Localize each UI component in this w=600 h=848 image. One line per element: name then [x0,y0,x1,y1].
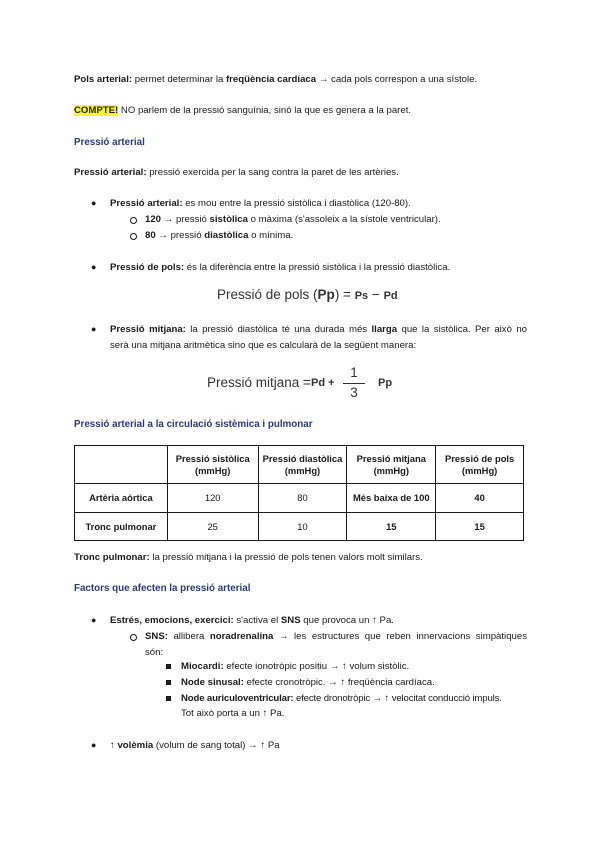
highlight-compte: COMPTE! [74,105,119,116]
term: volèmia [117,740,154,751]
table-row [75,484,524,513]
table-cell: Més baixa de 100 [347,484,436,513]
bullet-disc-icon: ● [91,198,97,208]
sub-sub-item-miocardi [181,660,409,673]
table-header-cell: Pressió de pols (mmHg) [436,446,524,484]
term: Estrés, emocions, exercici: [110,615,234,626]
bullet-circle-icon [130,634,137,641]
text: → pressió [161,214,210,225]
text: → cada pols correspon a una sístole. [316,74,478,85]
formula-mitjana-pd: Pd + [311,377,335,389]
sub-item-sistolica [145,213,441,226]
text: → pressió [155,230,205,241]
list-item-pressio-mitjana-line1 [110,323,527,336]
formula-var: Ps [354,290,369,302]
text: → les estructures que reben innervacions simpàtiques [273,631,527,642]
formula-mitjana-left: Pressió mitjana = [207,375,311,390]
term: Tronc pulmonar: [74,552,150,563]
term: Miocardi: [181,661,224,672]
value: 120 [145,214,162,225]
text: o màxima (s'assoleix a la sístole ventricular). [247,214,441,225]
sub-item-sns-line2: són: [145,647,164,658]
pressure-table [74,445,524,541]
text: la pressió mitjana i la pressió de pols tenen valors molt similars. [149,552,423,563]
text: o mínima. [248,230,294,241]
sub-sub-item-node-av [181,692,502,705]
text: efecte dronotròpic → ↑ velocitat conducció impuls. [293,693,502,704]
text: permet determinar la [132,74,226,85]
heading-pressio-arterial: Pressió arterial [74,137,145,148]
text-bold: sistòlica [209,214,248,225]
bullet-square-icon [166,664,171,669]
table-cell: 15 [347,513,436,541]
table-row [75,513,524,541]
text: que la sistòlica. Per això no [397,324,527,335]
text-bold: llarga [371,324,398,335]
bullet-disc-icon: ● [91,740,97,750]
list-item-pressio-arterial [110,197,411,210]
text: ↑ [110,740,118,751]
formula-mitjana-pp: Pp [378,377,393,389]
formula-text: − [368,287,384,302]
paragraph-pols-arterial [74,73,477,86]
text: és la diferència entre la pressió sistòlica i la pressió diastòlica. [184,262,451,273]
formula-pressio-pols [217,287,398,302]
fraction-denominator: 3 [350,385,358,400]
text-bold: diastòlica [204,230,249,241]
heading-circulacio: Pressió arterial a la circulació sistèmica i pulmonar [74,419,313,430]
bullet-disc-icon: ● [91,615,97,625]
table-cell: 10 [258,513,347,541]
table-header-cell: Pressió sistòlica (mmHg) [167,446,258,484]
value: 80 [145,230,156,241]
sub-item-sns-line1 [145,630,527,643]
bullet-square-icon [166,680,171,685]
bullet-circle-icon [130,217,137,224]
term: Node auriculoventricular: [181,693,294,704]
formula-text: ) = [334,287,355,302]
text: efecte cronotròpic. → ↑ freqüència cardíaca. [243,677,435,688]
term: Node sinusal: [181,677,244,688]
paragraph-definition [74,166,399,179]
table-cell: 120 [167,484,258,513]
text: que provoca un ↑ Pa. [300,615,394,626]
table-corner-cell [75,446,168,484]
text-bold: SNS [280,615,301,626]
text-bold: noradrenalina [209,631,274,642]
bullet-disc-icon: ● [91,324,97,334]
table-row-label: Tronc pulmonar [75,513,168,541]
bullet-disc-icon: ● [91,262,97,272]
table-cell: 15 [436,513,524,541]
heading-factors: Factors que afecten la pressió arterial [74,583,251,594]
term: Pressió de pols: [110,262,185,273]
table-header-cell: Pressió mitjana (mmHg) [347,446,436,484]
term: SNS: [145,631,168,642]
paragraph-compte [74,104,411,117]
term: Pressió mitjana: [110,324,186,335]
text: la pressió diastòlica té una durada més [185,324,372,335]
table-row-label: Artèria aòrtica [75,484,168,513]
sub-sub-item-node-sinusal [181,676,435,689]
text: s'activa el [233,615,281,626]
bullet-square-icon [166,696,171,701]
list-item-pressio-mitjana-line2: serà una mitjana aritmètica sino que es calcularà de la següent manera: [110,340,417,351]
list-item-pressio-pols [110,261,450,274]
list-item-volemia [110,739,280,752]
text: es mou entre la pressió sistòlica i diastòlica (120-80). [182,198,411,209]
text: NO parlem de la pressió sanguínia, sinó la que es genera a la paret. [118,105,412,116]
text-bold: freqüència cardíaca [225,74,317,85]
term-pols-arterial: Pols arterial: [74,74,133,85]
term: Pressió arterial: [110,198,183,209]
sub-item-diastolica [145,229,293,242]
formula-var: Pd [383,290,398,302]
table-cell: 40 [436,484,524,513]
table-cell: 25 [167,513,258,541]
fraction-numerator: 1 [350,365,358,380]
text: pressió exercida per la sang contra la paret de les artèries. [146,167,399,178]
list-item-estres [110,614,394,627]
table-header-row [75,446,524,484]
text: allibera [167,631,210,642]
sub-sub-item-tail: Tot això porta a un ↑ Pa. [181,708,285,719]
table-header-cell: Pressió diastòlica (mmHg) [258,446,347,484]
table-cell: 80 [258,484,347,513]
paragraph-tronc-pulmonar [74,551,423,564]
term: Pressió arterial: [74,167,147,178]
formula-text: Pressió de pols ( [217,287,318,302]
fraction-bar [343,383,365,384]
bullet-circle-icon [130,233,137,240]
formula-var: Pp [317,287,335,302]
text: efecte ionotròpic positiu → ↑ volum sistòlic. [223,661,410,672]
text: (volum de sang total) → ↑ Pa [153,740,280,751]
